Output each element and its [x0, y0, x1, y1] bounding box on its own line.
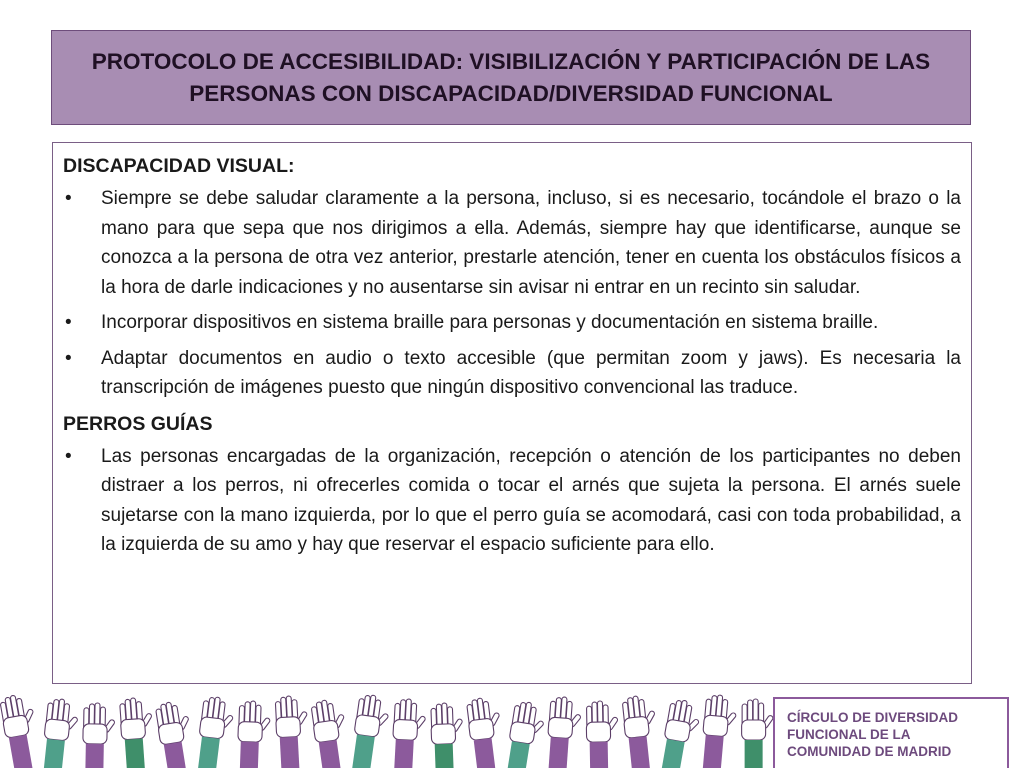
raised-hand-icon	[236, 701, 271, 768]
raised-hand-icon	[586, 701, 620, 768]
bullet-icon: •	[65, 347, 72, 369]
raised-hand-icon	[430, 702, 465, 768]
visual-bullet-list	[63, 184, 961, 403]
section-heading-guide-dogs: PERROS GUÍAS	[63, 412, 213, 435]
brand-label: CÍRCULO DE DIVERSIDAD FUNCIONAL DE LA COMUNIDAD DE MADRID	[773, 697, 1009, 768]
raised-hand-icon	[0, 692, 45, 768]
list-item-text: Las personas encargadas de la organización, recepción o atención de los participantes no deben distraer a los perros, ni ofrecerles comida o tocar el arnés que sujeta la persona. El arnés suele sujetarse con la mano izquierda, por lo que el perro guía se acomodará, casi con toda probabilidad, a la izquierda de su amo y hay que reservar el espacio suficiente para ello.	[101, 445, 961, 555]
raised-hands-illustration	[0, 690, 775, 768]
section-heading-visual: DISCAPACIDAD VISUAL:	[63, 155, 295, 177]
raised-hand-icon	[391, 698, 427, 768]
guide-dogs-bullet-list	[63, 442, 961, 560]
raised-hand-icon	[742, 699, 774, 768]
raised-hand-icon	[275, 695, 311, 768]
raised-hand-icon	[348, 693, 391, 768]
raised-hand-icon	[545, 696, 583, 768]
raised-hand-icon	[194, 696, 236, 768]
list-item	[63, 308, 961, 338]
raised-hand-icon	[466, 696, 508, 768]
raised-hand-icon	[621, 694, 661, 768]
slide-title-line-1: PROTOCOLO DE ACCESIBILIDAD: VISIBILIZACIÓN Y PARTICIPACIÓN DE LAS	[91, 48, 931, 74]
list-item	[63, 344, 961, 403]
raised-hand-icon	[119, 697, 157, 768]
raised-hand-icon	[657, 698, 703, 768]
raised-hand-icon	[154, 700, 198, 768]
bullet-icon: •	[65, 312, 72, 333]
raised-hands-icon	[0, 690, 775, 768]
raised-hand-icon	[503, 700, 547, 768]
bullet-icon: •	[65, 188, 72, 209]
raised-hand-icon	[40, 698, 80, 768]
raised-hand-icon	[699, 694, 738, 768]
slide-title	[51, 30, 971, 125]
list-item-text: Incorporar dispositivos en sistema braille para personas y documentación en sistema braille.	[101, 312, 879, 333]
content-panel	[52, 142, 972, 684]
list-item	[63, 184, 961, 302]
list-item-text: Siempre se debe saludar claramente a la persona, incluso, si es necesario, tocándole el brazo o la mano para que sepa que nos dirigimos a ella. Además, siempre hay que identificarse, aunque se conozca a la persona de otra vez anterior, prestarle atención, tener en cuenta los obstáculos físicos a la hora de darle indicaciones y no ausentarse sin avisar ni entrar en un recinto sin saludar.	[101, 188, 961, 298]
bullet-icon: •	[65, 445, 72, 467]
list-item-text: Adaptar documentos en audio o texto accesible (que permitan zoom y jaws). Es necesaria la transcripción de imágenes puesto que ningún dispositivo convencional las traduce.	[101, 347, 961, 398]
slide-title-line-2: PERSONAS CON DISCAPACIDAD/DIVERSIDAD FUNCIONAL	[189, 80, 833, 106]
list-item	[63, 442, 961, 560]
raised-hand-icon	[310, 698, 353, 768]
raised-hand-icon	[82, 703, 116, 768]
